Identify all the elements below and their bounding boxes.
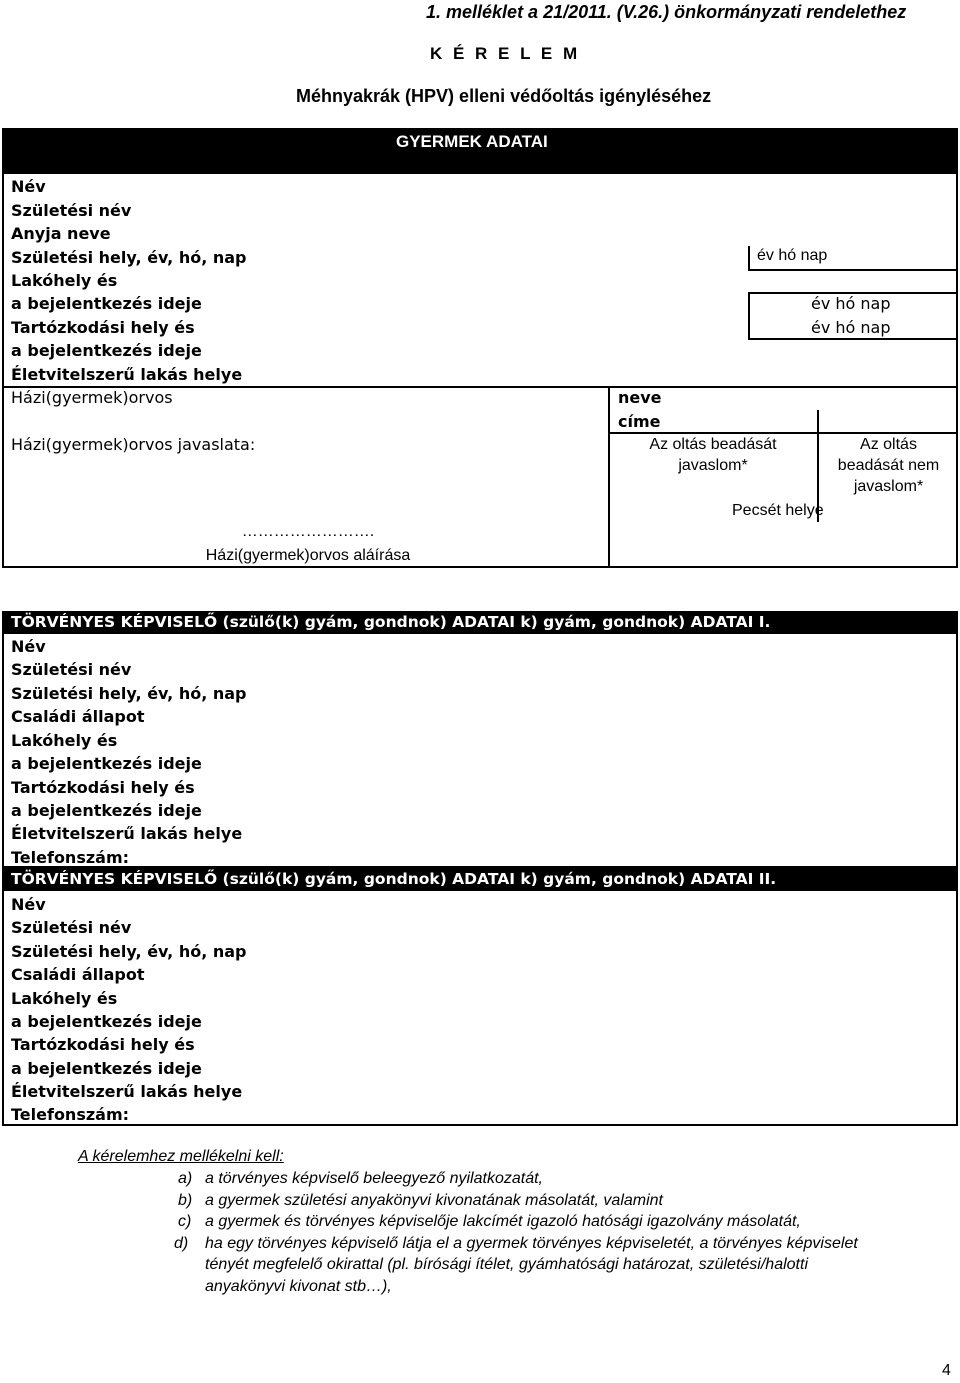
attachment-c-marker: c) [178, 1213, 192, 1230]
attachment-d-text-cont-1: tényét megfelelő okirattal (pl. bírósági ítélet, gyámhatósági határozat, születési/halotti [205, 1256, 808, 1273]
attachment-d-text-cont-2: anyakönyvi kivonat stb…), [205, 1278, 392, 1295]
guardian-2-field-stay: Tartózkodási hely és [11, 1035, 195, 1054]
child-field-stay: Tartózkodási hely és [11, 318, 195, 337]
recommend-no-option[interactable] [819, 434, 958, 497]
form-subtitle: Méhnyakrák (HPV) elleni védőoltás igényléséhez [296, 86, 712, 106]
date-column-rule-3 [748, 338, 958, 340]
guardian-1-field-name: Név [11, 637, 46, 656]
child-field-mother-name: Anyja neve [11, 224, 111, 243]
date-column-divider-2 [748, 292, 750, 339]
doctor-column-divider [608, 386, 610, 568]
guardian-1-field-actual-home: Életvitelszerű lakás helye [11, 824, 243, 843]
annex-reference: 1. melléklet a 21/2011. (V.26.) önkormányzati rendelethez [426, 2, 907, 22]
guardian-1-heading: TÖRVÉNYES KÉPVISELŐ (szülő(k) gyám, gondnok) ADATAI k) gyám, gondnok) ADATAI I. [11, 613, 771, 631]
guardian-1-field-stay: Tartózkodási hely és [11, 778, 195, 797]
attachment-b-text: a gyermek születési anyakönyvi kivonatának másolatát, valamint [205, 1192, 663, 1209]
child-section-heading-bar [2, 128, 958, 174]
date-column-divider [748, 246, 750, 270]
birth-date-placeholder: év hó nap [757, 247, 828, 264]
attachments-intro: A kérelemhez mellékelni kell: [78, 1148, 284, 1165]
page-number: 4 [942, 1362, 951, 1379]
attachment-d-text: ha egy törvényes képviselő látja el a gyermek törvényes képviseletét, a törvényes képviselet [205, 1235, 858, 1252]
child-field-birth-place-date: Születési hely, év, hó, nap [11, 248, 247, 267]
recommend-no-line1: Az oltás [860, 436, 917, 453]
attachment-b-marker: b) [178, 1192, 193, 1209]
signature-block [150, 520, 466, 568]
recommend-yes-option[interactable] [610, 434, 816, 476]
guardian-2-field-marital-status: Családi állapot [11, 965, 145, 984]
doctor-label: Házi(gyermek)orvos [11, 388, 173, 407]
recommend-yes-line1: Az oltás beadását [649, 436, 777, 453]
guardian-1-field-residence-date: a bejelentkezés ideje [11, 754, 202, 773]
attachment-a-marker: a) [178, 1170, 193, 1187]
recommend-no-line2: beadását nem [837, 457, 940, 474]
guardian-1-field-phone: Telefonszám: [11, 848, 130, 867]
guardian-2-field-stay-date: a bejelentkezés ideje [11, 1059, 202, 1078]
attachment-a-text: a törvényes képviselő beleegyező nyilatkozatát, [205, 1170, 543, 1187]
guardian-2-field-birth-name: Születési név [11, 918, 132, 937]
attachment-d-marker: d) [174, 1235, 189, 1252]
form-title: K É R E L E M [430, 44, 581, 63]
child-field-residence-date: a bejelentkezés ideje [11, 294, 202, 313]
stamp-label: Pecsét helye [732, 502, 824, 519]
signature-dots: ……………………. [241, 523, 375, 540]
guardian-2-field-actual-home: Életvitelszerű lakás helye [11, 1082, 243, 1101]
recommendation-label: Házi(gyermek)orvos javaslata: [11, 435, 256, 454]
stay-date-placeholder: év hó nap [811, 318, 891, 337]
child-field-residence: Lakóhely és [11, 271, 118, 290]
recommend-no-line3: javaslom* [853, 478, 924, 495]
date-column-rule [748, 269, 958, 271]
guardian-1-field-birth-place-date: Születési hely, év, hó, nap [11, 684, 247, 703]
guardian-2-field-birth-place-date: Születési hely, év, hó, nap [11, 942, 247, 961]
child-field-stay-date: a bejelentkezés ideje [11, 341, 202, 360]
doctor-name-label: neve [618, 388, 662, 407]
signature-label: Házi(gyermek)orvos aláírása [205, 547, 411, 564]
guardian-2-heading: TÖRVÉNYES KÉPVISELŐ (szülő(k) gyám, gondnok) ADATAI k) gyám, gondnok) ADATAI II. [11, 870, 777, 888]
guardian-2-field-name: Név [11, 895, 46, 914]
guardian-2-field-residence: Lakóhely és [11, 989, 118, 1008]
guardian-1-field-marital-status: Családi állapot [11, 707, 145, 726]
guardian-2-field-phone: Telefonszám: [11, 1105, 130, 1124]
guardian-1-field-stay-date: a bejelentkezés ideje [11, 801, 202, 820]
guardian-1-field-birth-name: Születési név [11, 660, 132, 679]
child-section-heading: GYERMEK ADATAI [396, 132, 548, 151]
doctor-address-label: címe [618, 412, 661, 431]
guardian-2-field-residence-date: a bejelentkezés ideje [11, 1012, 202, 1031]
recommend-yes-line2: javaslom* [678, 457, 748, 474]
guardian-1-field-residence: Lakóhely és [11, 731, 118, 750]
residence-date-placeholder: év hó nap [811, 294, 891, 313]
child-field-name: Név [11, 177, 46, 196]
attachment-c-text: a gyermek és törvényes képviselője lakcímét igazoló hatósági igazolvány másolatát, [205, 1213, 801, 1230]
child-field-birth-name: Születési név [11, 201, 132, 220]
child-field-actual-home: Életvitelszerű lakás helye [11, 365, 243, 384]
